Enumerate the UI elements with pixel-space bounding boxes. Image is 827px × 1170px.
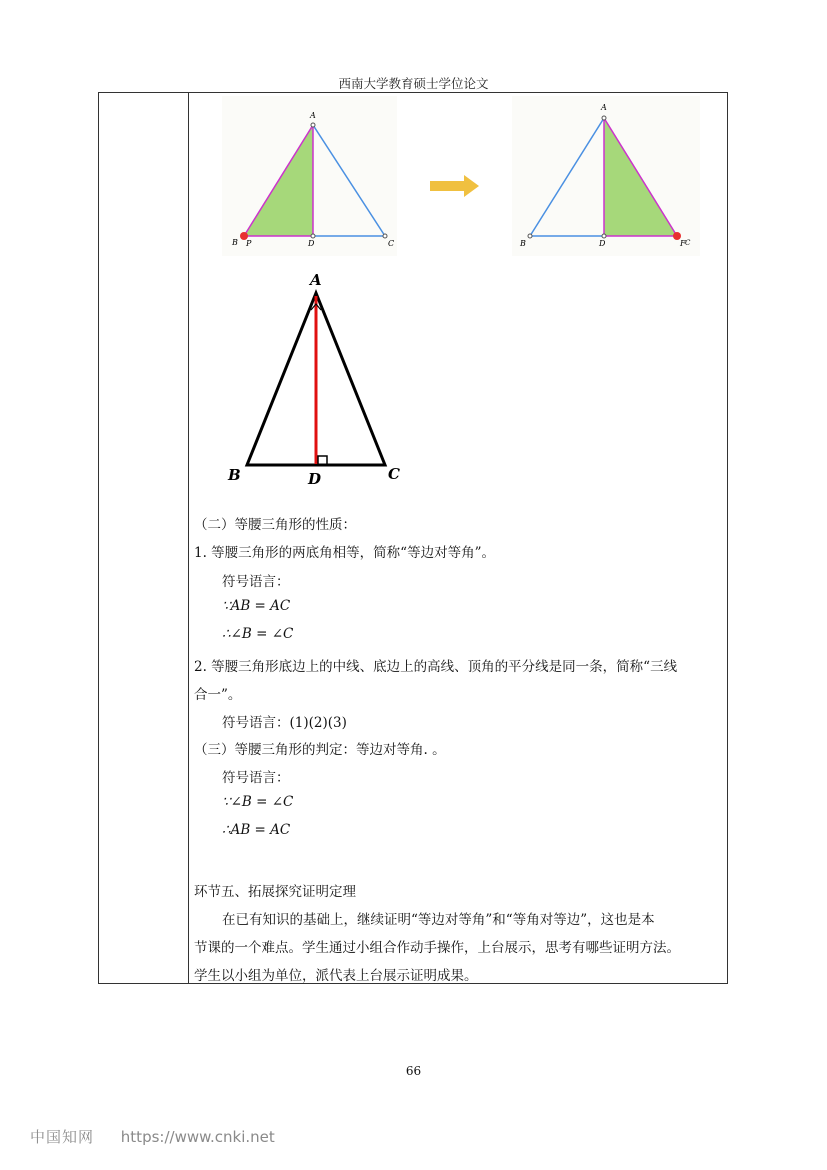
symbol-language-label-1: 符号语言： xyxy=(222,574,290,590)
right-vertex-d xyxy=(602,234,606,238)
section3-heading: （三）等腰三角形的判定：等边对等角. 。 xyxy=(194,742,446,758)
therefore-b-eq-c: ∴∠B = ∠C xyxy=(222,626,294,642)
therefore-ab-eq-ac: ∴AB = AC xyxy=(222,822,291,838)
left-label-d: D xyxy=(308,239,315,248)
symbol-language-label-2: 符号语言：(1)(2)(3) xyxy=(222,715,347,731)
left-label-c: C xyxy=(388,239,395,248)
running-header: 西南大学教育硕士学位论文 xyxy=(338,76,489,91)
right-label-c: C xyxy=(685,239,691,247)
page-number: 66 xyxy=(405,1064,422,1078)
paragraph-line2: 节课的一个难点。学生通过小组合作动手操作，上台展示，思考有哪些证明方法。 xyxy=(194,940,680,956)
because-b-eq-c: ∵∠B = ∠C xyxy=(222,794,294,810)
cnki-url[interactable]: https://www.cnki.net xyxy=(120,1128,275,1146)
label-c: C xyxy=(388,465,400,483)
paragraph-line3: 学生以小组为单位，派代表上台展示证明成果。 xyxy=(194,968,478,984)
left-vertex-a xyxy=(311,123,315,127)
symbol-language-label-3: 符号语言： xyxy=(222,770,290,786)
left-vertex-c xyxy=(383,234,387,238)
label-d: D xyxy=(308,470,322,488)
table-column-divider xyxy=(188,93,189,984)
cnki-brand: 中国知网 xyxy=(30,1128,95,1146)
folding-triangles-figure xyxy=(222,96,700,256)
left-label-a: A xyxy=(310,111,316,120)
right-label-a: A xyxy=(601,103,607,112)
section2-heading: （二）等腰三角形的性质： xyxy=(194,517,356,533)
isosceles-triangle-figure xyxy=(222,268,412,490)
right-vertex-b xyxy=(528,234,532,238)
left-vertex-d xyxy=(311,234,315,238)
because-ab-eq-ac: ∵AB = AC xyxy=(222,598,291,614)
right-arrow-icon xyxy=(430,175,479,197)
left-label-b: B xyxy=(232,238,238,247)
label-a: A xyxy=(310,271,322,289)
property-1: 1. 等腰三角形的两底角相等，简称“等边对等角”。 xyxy=(194,545,495,561)
property-2-line2: 合一”。 xyxy=(194,687,242,703)
cnki-footer xyxy=(30,1126,275,1147)
step5-heading: 环节五、拓展探究证明定理 xyxy=(194,884,356,900)
left-label-p: P xyxy=(246,239,252,248)
right-label-b: B xyxy=(520,239,526,248)
right-vertex-a xyxy=(602,116,606,120)
label-b: B xyxy=(228,466,241,484)
right-label-f: F xyxy=(680,239,686,248)
right-angle-mark xyxy=(318,456,327,464)
property-2-line1: 2. 等腰三角形底边上的中线、底边上的高线、顶角的平分线是同一条，简称“三线 xyxy=(194,659,678,675)
right-label-d: D xyxy=(599,239,606,248)
paragraph-line1: 在已有知识的基础上，继续证明“等边对等角”和“等角对等边”，这也是本 xyxy=(222,912,655,928)
